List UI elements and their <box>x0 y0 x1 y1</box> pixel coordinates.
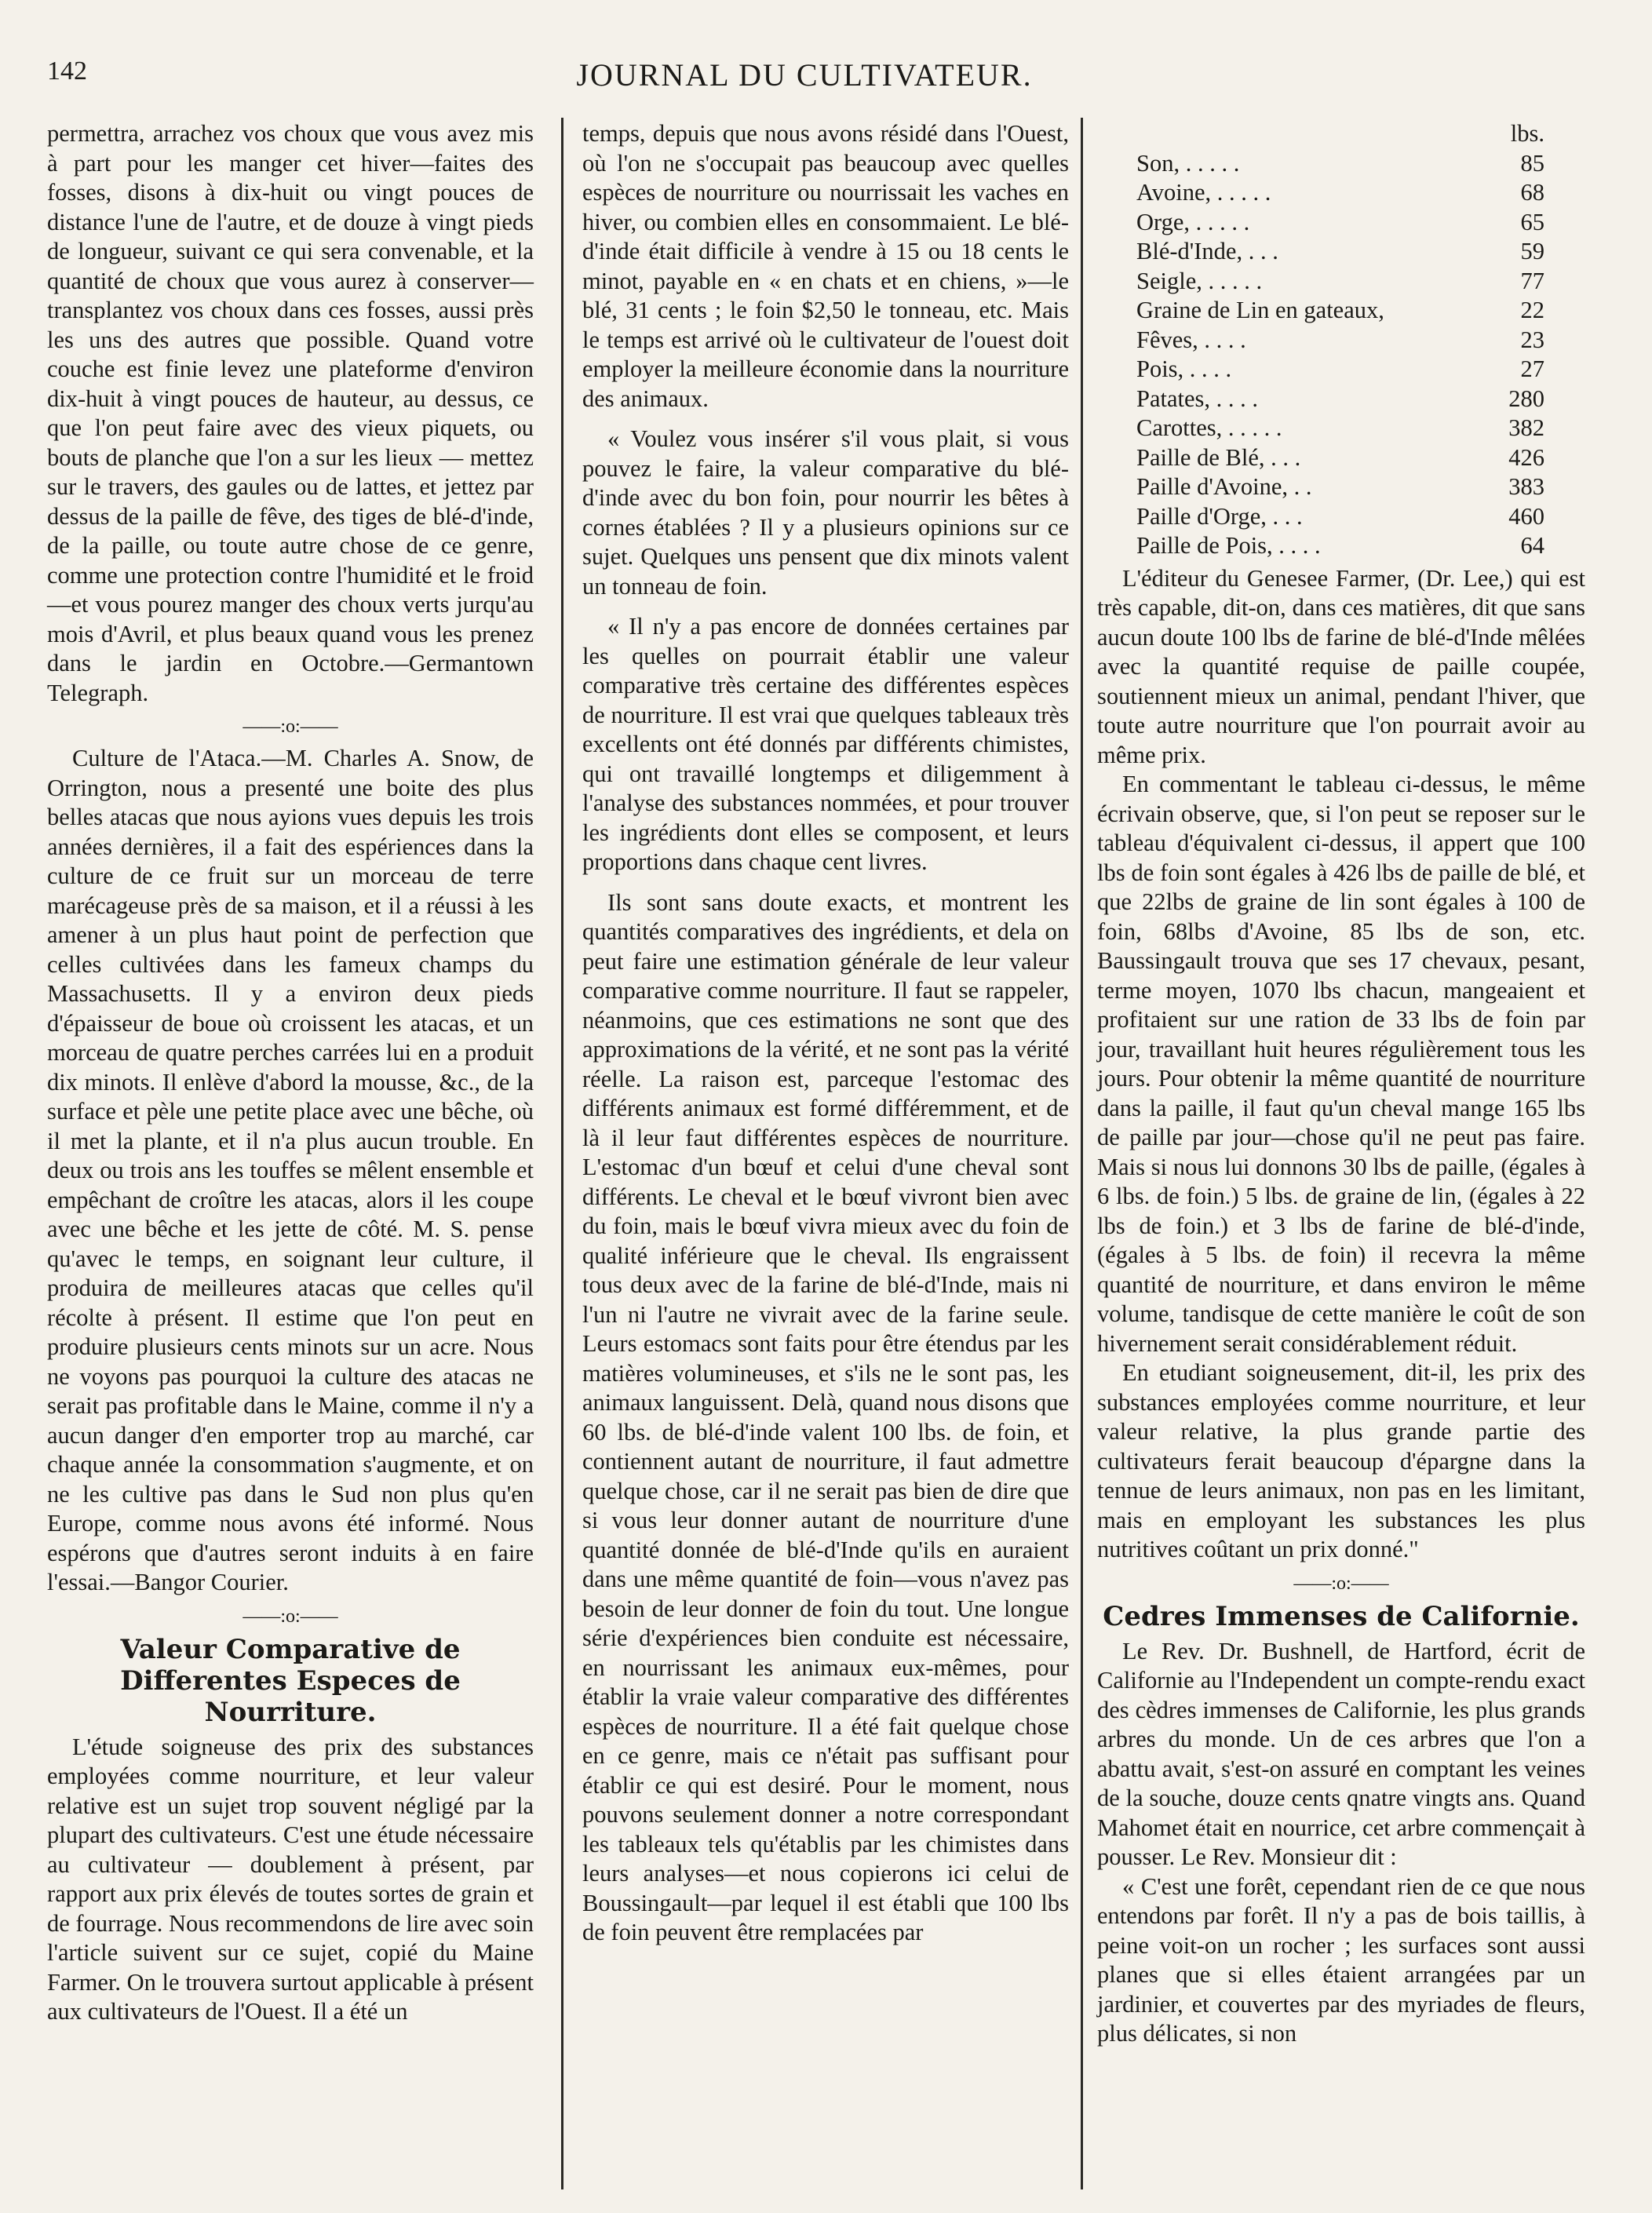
feed-name: Blé-d'Inde, . . . <box>1136 238 1278 264</box>
feed-name: Patates, . . . . <box>1136 385 1259 412</box>
feed-value-paragraph: « Il n'y a pas encore de données certaines par les quelles on pourrait établir une valeur comparative très certaine des différentes espèces de nourriture. Il est vrai que quelques tableaux très excellents ont été donnés par différents chimistes, qui ont travaillé longtemps et diligemment à l'analyse des substances nommées, et pour trouver les ingrédients dont elles se composent, et leurs proportions dans chaque cent livres. <box>582 613 1069 875</box>
feed-table-row <box>1136 355 1544 385</box>
feed-name: Paille de Pois, . . . . <box>1136 532 1321 559</box>
feed-value: 27 <box>1520 355 1544 382</box>
feed-value: 23 <box>1520 326 1544 353</box>
feed-value-paragraph: Ils sont sans doute exacts, et montrent les quantités comparatives des ingrédients, et dela on peut faire une estimation générale de leur valeur comparative comme nourriture. Il faut se rappeler, néanmoins, que ces estimations ne sont que des approximations de la vérité, et ne sont pas la vérité réelle. La raison est, parceque l'estomac des différents animaux est formé différemment, et de là il leur faut différentes espèces de nourriture. L'estomac d'un bœuf et celui d'une cheval sont différents. Le cheval et le bœuf vivront bien avec du foin, mais le bœuf vivra mieux avec du foin de qualité inférieure que le cheval. Ils engraissent tous deux avec de la farine de blé-d'Inde, mais ni l'un ni l'autre ne vivrait avec de la farine seule. Leurs estomacs sont faits pour être étendus par les matières volumineuses, et s'ils ne le sont pas, les animaux languissent. Delà, quand nous disons que 60 lbs. de blé-d'inde valent 100 lbs. de foin, et contiennent autant de nourriture, il faut admettre quelque chose, car il ne serait pas bien de dire que si vous leur donner autant de nourriture d'une quantité donnée de blé-d'Inde qu'ils en auraient dans une même quantité de foin—vous n'avez pas besoin de leur donner de foin du tout. Une longue série d'expériences bien conduite est nécessaire, en nourrissant les animaux eux-mêmes, pour établir la vraie valeur comparative des différentes espèces de nourriture. Il a été fait quelque chose en ce genre, mais ce n'était pas suffisant pour établir ce qui est desiré. Pour le moment, nous pouvons seulement donner a notre correspondant les tableaux tels qu'établis par les chimistes dans leurs analyses—et nous copierons ici celui de Boussingault—par lequel il est établi que 100 lbs de foin peuvent être remplacées par <box>582 888 1069 1945</box>
column-3 <box>1097 119 1585 2049</box>
feed-name: Son, . . . . . <box>1136 149 1240 177</box>
feed-table-unit: lbs. <box>1510 120 1544 147</box>
cedars-paragraph: « C'est une forêt, cependant rien de ce que nous entendons par forêt. Il n'y a pas de bois taillis, à peine voit-on un rocher ; les surfaces sont aussi planes que si elles étaient arrangées par un jardinier, et couvertes par des myriades de fleurs, plus délicates, si non <box>1097 1872 1585 2047</box>
feed-table-row <box>1136 385 1544 414</box>
feed-table-row <box>1136 472 1544 502</box>
article-separator: ——:o:—— <box>243 1606 338 1627</box>
feed-name: Seigle, . . . . . <box>1136 267 1263 294</box>
feed-table-row <box>1136 178 1544 208</box>
feed-table-row <box>1136 414 1544 443</box>
feed-value: 426 <box>1508 443 1544 471</box>
feed-table-row <box>1136 149 1544 179</box>
feed-name: Graine de Lin en gateaux, <box>1136 297 1384 323</box>
feed-name: Paille de Blé, . . . <box>1136 443 1301 471</box>
feed-name: Orge, . . . . . <box>1136 208 1250 235</box>
feed-name: Pois, . . . . <box>1136 355 1232 382</box>
feed-name: Paille d'Orge, . . . <box>1136 502 1303 530</box>
feed-value: 65 <box>1520 208 1544 235</box>
feed-table-row <box>1136 267 1544 297</box>
column-2 <box>582 119 1069 1948</box>
feed-name: Avoine, . . . . . <box>1136 179 1271 206</box>
feed-name: Paille d'Avoine, . . <box>1136 473 1312 500</box>
feed-table-row <box>1136 208 1544 238</box>
feed-value: 77 <box>1520 267 1544 294</box>
feed-table-row <box>1136 443 1544 473</box>
journal-title: JOURNAL DU CULTIVATEUR. <box>576 57 1033 93</box>
feed-value-heading: Valeur Comparative de Differentes Especes de Nourriture. <box>120 1633 461 1728</box>
feed-name: Fêves, . . . . <box>1136 326 1246 353</box>
feed-value: 22 <box>1520 297 1544 323</box>
feed-value: 85 <box>1520 149 1544 177</box>
commentary-paragraph: En commentant le tableau ci-dessus, le même écrivain observe, que, si l'on peut se reposer sur le tableau d'équivalent ci-dessus, il appert que 100 lbs de foin sont égales à 426 lbs de paille de blé, et que 22lbs de graine de lin sont égales à 100 de foin, 68lbs d'Avoine, 85 lbs de son, etc. Baussingault trouva que ses 17 chevaux, pesant, terme moyen, 1070 lbs chacun, mangeaient et profitaient sur une ration de 33 lbs de foin par jour, travaillant huit heures régulièrement tous les jours. Pour obtenir la même quantité de nourriture dans la paille, il faut qu'un cheval mange 165 lbs de paille par jour—chose qu'il ne peut pas faire. Mais si nous lui donnons 30 lbs de paille, (égales à 6 lbs. de foin.) 5 lbs. de graine de lin, (égales à 22 lbs de foin.) et 3 lbs de farine de blé-d'inde, (égales à 5 lbs. de foin) il recevra la même quantité de nourriture, et dans environ le même volume, tandisque de cette manière le coût de son hivernement serait considérablement réduit. <box>1097 771 1585 1357</box>
column-divider <box>1081 118 1083 2189</box>
cabbage-article-end: permettra, arrachez vos choux que vous avez mis à part pour les manger cet hiver—faites des fosses, disons à dix-huit ou vingt pouces de distance l'une de l'autre, et de douze à vingt pieds de longueur, suivant ce qui sera convenable, et la quantité de choux que vous aurez à conserver—transplantez vos choux dans ces fosses, aussi près les uns des autres que possible. Quand votre couche est finie levez une plateforme d'environ dix-huit à vingt pouces de hauteur, au dessus, ce que l'on peut faire avec des vieux piquets, ou bouts de planche que l'on a sur les lieux — mettez sur le travers, des gaules ou de lattes, et jettez par dessus de la paille de fêve, des tiges de blé-d'inde, de la paille, ou toute autre chose de ce genre, comme une protection contre l'humidité et le froid—et vous pourez manger des choux verts jurqu'au mois d'Avril, et plus beaux quand vous les prenez dans le jardin en Octobre.—Germantown Telegraph. <box>47 120 534 706</box>
feed-value: 280 <box>1508 385 1544 412</box>
feed-table-row <box>1136 326 1544 355</box>
feed-table-row <box>1136 237 1544 267</box>
feed-value: 382 <box>1508 414 1544 441</box>
column-divider <box>561 118 563 2189</box>
feed-table-row <box>1136 502 1544 532</box>
commentary-paragraph: En etudiant soigneusement, dit-il, les prix des substances employées comme nourriture, et leur valeur relative, la plus grande partie des cultivateurs ferait beaucoup d'épargne dans la tennue de leurs animaux, non pas en les limitant, mais en employant les substances les plus nutritives coûtant un prix donné." <box>1097 1359 1585 1562</box>
ataca-article: Culture de l'Ataca.—M. Charles A. Snow, de Orrington, nous a presenté une boite des plus belles atacas que nous ayions vues depuis les trois années dernières, il a fait des espériences dans la culture de ce fruit sur un morceau de terre marécageuse près de sa maison, et il a réussi à les amener à un plus haut point de perfection que celles cultivées dans les fameux champs du Massachusetts. Il y a environ deux pieds d'épaisseur de boue où croissent les atacas, et un morceau de quatre perches carrées lui en a produit dix minots. Il enlève d'abord la mousse, &c., de la surface et pèle une petite place avec une bêche, où il met la plante, et il n'a plus aucun trouble. En deux ou trois ans les touffes se mêlent ensemble et empêchant de croître les atacas, alors il les coupe avec une bêche et les jette de côté. M. S. pense qu'avec le temps, en soignant leur culture, il produira de meilleures atacas que celles qu'il récolte à présent. Il estime que l'on peut en produire plusieurs cents minots sur un acre. Nous ne voyons pas pourquoi la culture des atacas ne serait pas profitable dans le Maine, comme il n'y a aucun danger d'en emporter trop au marché, car chaque année la consommation s'augmente, et on ne les cultive pas dans le Sud non plus qu'en Europe, comme nous avons été informé. Nous espérons que d'autres seront induits à en faire l'essai.—Bangor Courier. <box>47 745 534 1595</box>
column-1 <box>47 119 534 2027</box>
feed-name: Carottes, . . . . . <box>1136 414 1282 441</box>
feed-value-paragraph: « Voulez vous insérer s'il vous plait, si vous pouvez le faire, la valeur comparative du blé-d'inde avec du bon foin, pour nourrir les bêtes à cornes établées ? Il y a plusieurs opinions sur ce sujet. Quelques uns pensent que dix minots valent un tonneau de foin. <box>582 425 1069 600</box>
feed-value: 64 <box>1520 532 1544 559</box>
genesee-farmer-paragraph: L'éditeur du Genesee Farmer, (Dr. Lee,) qui est très capable, dit-on, dans ces matières, dit que sans aucun doute 100 lbs de farine de blé-d'Inde mêlées avec la quantité requise de paille coupée, soutiennent mieux un animal, pendant l'hiver, que toute autre nourriture que l'on pourrait avoir au même prix. <box>1097 564 1585 768</box>
page-number: 142 <box>47 57 87 86</box>
feed-value-paragraph: temps, depuis que nous avons résidé dans l'Ouest, où l'on ne s'occupait pas beaucoup avec quelles espèces de nourriture ou nourrissait les vaches en hiver, ou combien elles en consommaient. Le blé-d'inde était difficile à vendre à 15 ou 18 cents le minot, payable en « en chats et en chiens, »—le blé, 31 cents ; le foin $2,50 le tonneau, etc. Mais le temps est arrivé où le cultivateur de l'ouest doit employer la meilleure économie dans la nourriture des animaux. <box>582 120 1069 412</box>
feed-value: 383 <box>1508 473 1544 500</box>
article-separator: ——:o:—— <box>243 716 338 737</box>
feed-value: 68 <box>1520 179 1544 206</box>
feed-value-intro: L'étude soigneuse des prix des substances employées comme nourriture, et leur valeur relative est un sujet trop souvent négligé par la plupart des cultivateurs. C'est une étude nécessaire au cultivateur — doublement à présent, par rapport aux prix élevés de toutes sortes de grain et de fourrage. Nous recommendons de lire avec soin l'article suivent sur ce sujet, copié du Maine Farmer. On le trouvera surtout applicable à présent aux cultivateurs de l'Ouest. Il a été un <box>47 1733 534 2025</box>
article-separator: ——:o:—— <box>1293 1573 1389 1594</box>
feed-value: 59 <box>1520 238 1544 264</box>
page-header <box>47 57 1562 104</box>
feed-equivalents-table <box>1136 119 1544 561</box>
cedars-heading: Cedres Immenses de Californie. <box>1103 1600 1580 1632</box>
feed-table-row <box>1136 531 1544 561</box>
feed-value: 460 <box>1508 502 1544 530</box>
cedars-paragraph: Le Rev. Dr. Bushnell, de Hartford, écrit de Californie au l'Independent un compte-rendu exact des cèdres immenses de Californie, les plus grands arbres du monde. Un de ces arbres que l'on a abattu avait, s'est-on assuré en comptant les veines de la souche, douze cents qnatre vingts ans. Quand Mahomet était en nourrice, cet arbre commençait à pousser. Le Rev. Monsieur dit : <box>1097 1637 1585 1870</box>
feed-table-row <box>1136 296 1544 326</box>
